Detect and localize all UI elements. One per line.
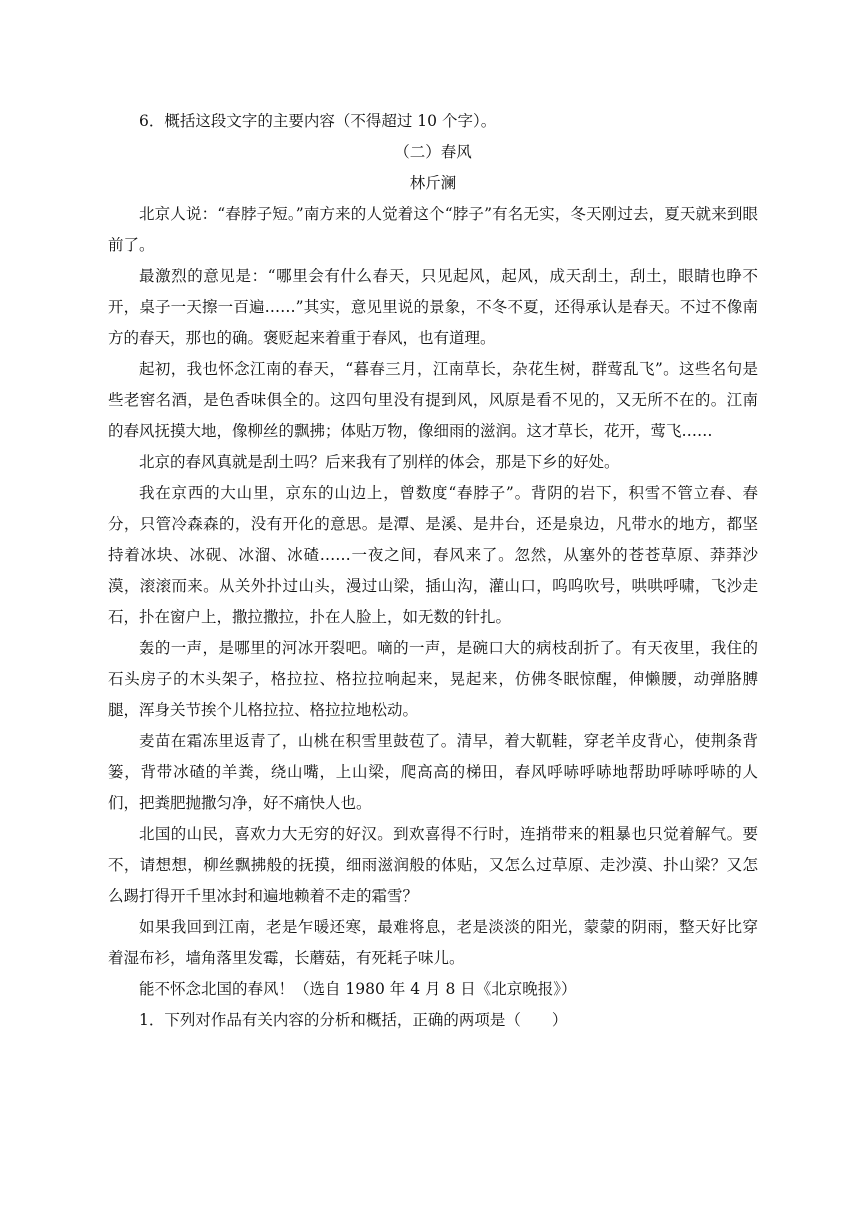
paragraph-9: 如果我回到江南，老是乍暖还寒，最难将息，老是淡淡的阳光，蒙蒙的阴雨，整天好比穿着湿布衫，墙角落里发霉，长蘑菇，有死耗子味儿。 xyxy=(108,918,758,967)
question-6: 6．概括这段文字的主要内容（不得超过 10 个字）。 xyxy=(139,112,497,130)
paragraph-4: 北京的春风真就是刮土吗？后来我有了别样的体会，那是下乡的好处。 xyxy=(139,453,620,471)
paragraph-3: 起初，我也怀念江南的春天，“暮春三月，江南草长，杂花生树，群莺乱飞”。这些名句是些老窖名酒，是色香味俱全的。这四句里没有提到风，风原是看不见的，又无所不在的。江南的春风抚摸大地，像柳丝的飘拂；体贴万物，像细雨的滋润。这才草长，花开，莺飞…… xyxy=(108,360,758,440)
paragraph-6: 轰的一声，是哪里的河冰开裂吧。嘀的一声，是碗口大的病枝刮折了。有天夜里，我住的石头房子的木头架子，格拉拉、格拉拉响起来，晃起来，仿佛冬眠惊醒，伸懒腰，动弹胳膊腿，浑身关节挨个儿格拉拉、格拉拉地松动。 xyxy=(108,639,758,719)
question-1: 1．下列对作品有关内容的分析和概括，正确的两项是（ ） xyxy=(139,1011,568,1029)
paragraph-1: 北京人说：“春脖子短。”南方来的人觉着这个“脖子”有名无实，冬天刚过去，夏天就来到眼前了。 xyxy=(108,205,758,254)
paragraph-5: 我在京西的大山里，京东的山边上，曾数度“春脖子”。背阴的岩下，积雪不管立春、春分，只管冷森森的，没有开化的意思。是潭、是溪、是井台，还是泉边，凡带水的地方，都坚持着冰块、冰砚、冰溜、冰碴……一夜之间，春风来了。忽然，从塞外的苍苍草原、莽莽沙漠，滚滚而来。从关外扑过山头，漫过山梁，插山沟，灌山口，呜呜吹号，哄哄呼啸，飞沙走石，扑在窗户上，撒拉撒拉，扑在人脸上，如无数的针扎。 xyxy=(108,484,758,626)
author-name: 林斤澜 xyxy=(409,174,457,192)
section-title: （二）春风 xyxy=(394,143,472,161)
paragraph-7: 麦苗在霜冻里返青了，山桃在积雪里鼓苞了。清早，着大靰鞋，穿老羊皮背心，使荆条背篓，背带冰碴的羊粪，绕山嘴，上山梁，爬高高的梯田，春风呼哧呼哧地帮助呼哧呼哧的人们，把粪肥抛撒匀净，好不痛快人也。 xyxy=(108,732,758,812)
paragraph-8: 北国的山民，喜欢力大无穷的好汉。到欢喜得不行时，连捎带来的粗暴也只觉着解气。要不，请想想，柳丝飘拂般的抚摸，细雨滋润般的体贴，又怎么过草原、走沙漠、扑山梁？又怎么踢打得开千里冰封和遍地赖着不走的霜雪？ xyxy=(108,825,758,905)
document-content xyxy=(108,106,758,1036)
paragraph-2: 最激烈的意见是：“哪里会有什么春天，只见起风，起风，成天刮土，刮土，眼睛也睁不开，桌子一天擦一百遍……”其实，意见里说的景象，不冬不夏，还得承认是春天。不过不像南方的春天，那也的确。褒贬起来着重于春风，也有道理。 xyxy=(108,267,758,347)
paragraph-10: 能不怀念北国的春风！（选自 1980 年 4 月 8 日《北京晚报》） xyxy=(139,980,577,998)
